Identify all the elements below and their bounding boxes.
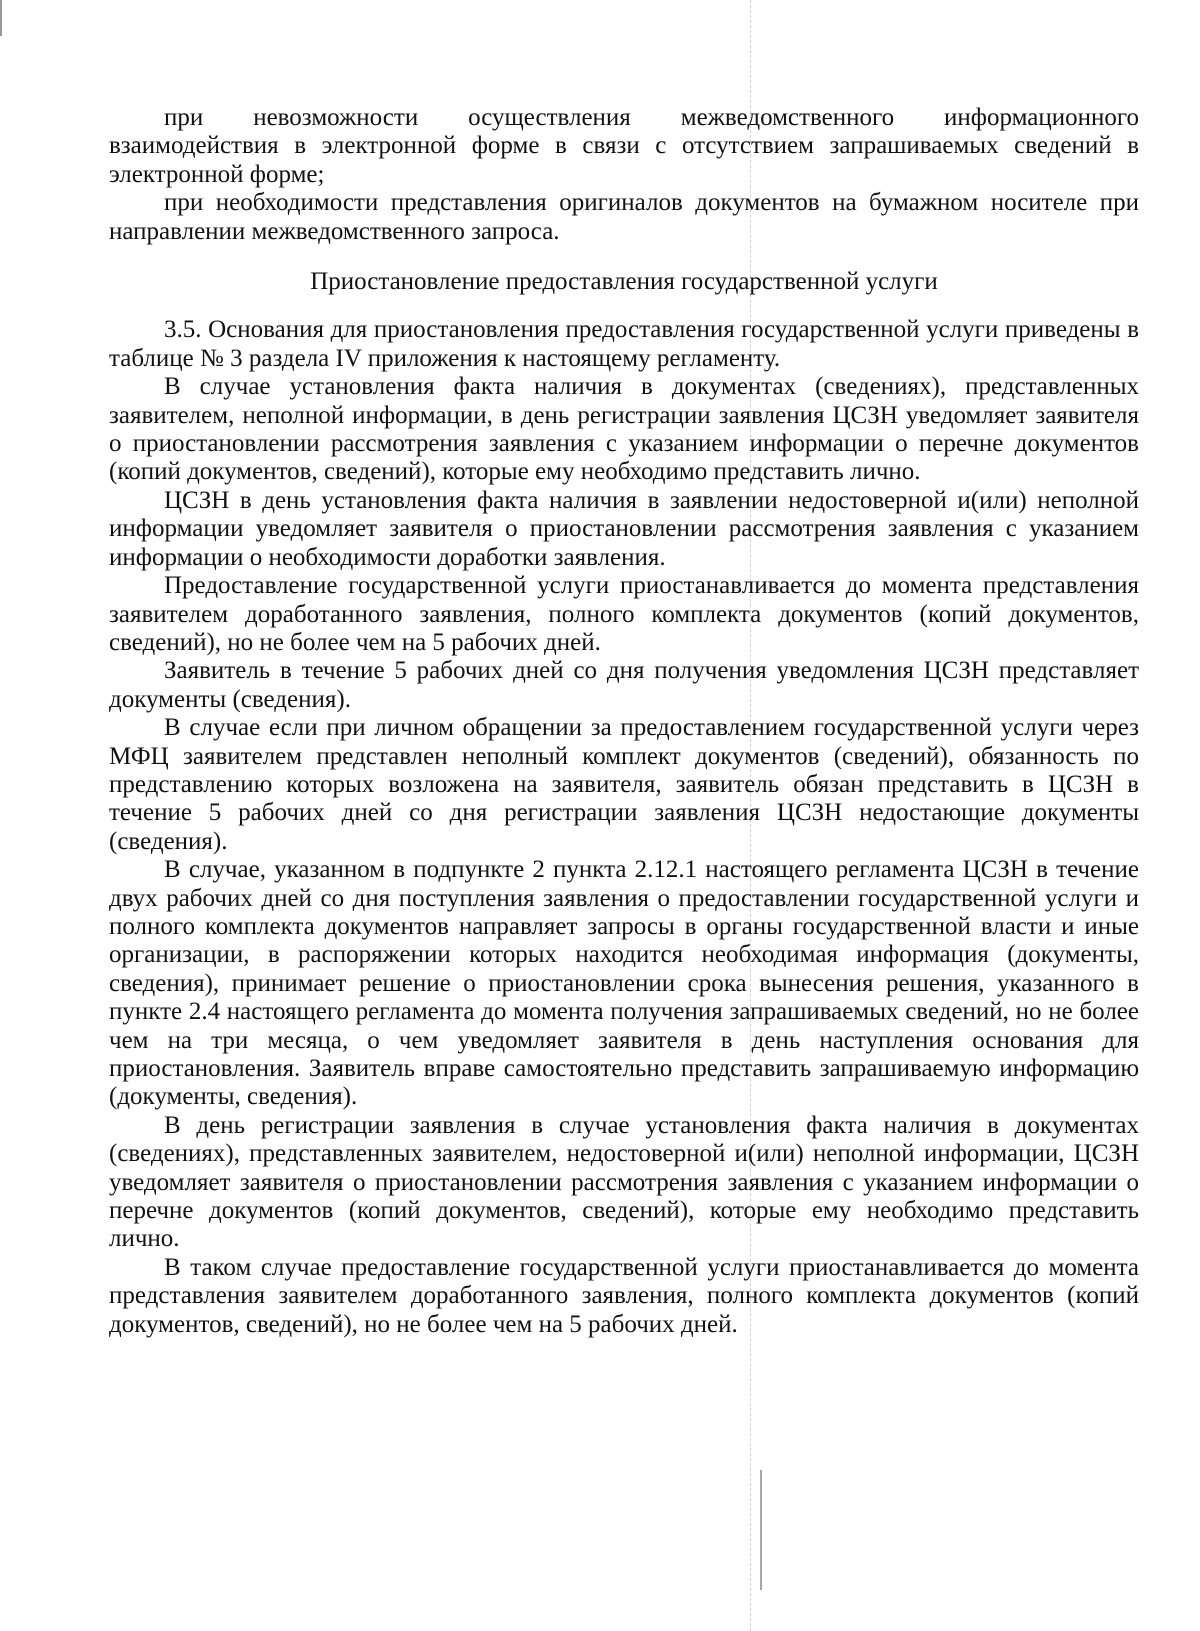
section-title: Приостановление предоставления государственной услуги xyxy=(310,268,938,296)
document-body xyxy=(109,104,1139,1339)
paragraph: 3.5. Основания для приостановления предоставления государственной услуги приведены в таблице № 3 раздела IV приложения к настоящему регламенту. xyxy=(109,316,1139,372)
paragraph: В таком случае предоставление государственной услуги приостанавливается до момента представления заявителем доработанного заявления, полного комплекта документов (копий документов, сведений), но не более чем на 5 рабочих дней. xyxy=(109,1253,1139,1338)
scan-edge-mark xyxy=(0,0,2,36)
scan-fold-line-bottom xyxy=(760,1470,762,1590)
paragraph: В случае установления факта наличия в документах (сведениях), представленных заявителем, неполной информации, в день регистрации заявления ЦСЗН уведомляет заявителя о приостановлении рассмотрения заявления с указанием информации о перечне документов (копий документов, сведений), которые ему необходимо представить лично. xyxy=(109,373,1139,486)
paragraph: В случае, указанном в подпункте 2 пункта 2.12.1 настоящего регламента ЦСЗН в течение двух рабочих дней со дня поступления заявления о предоставлении государственной услуги и полного комплекта документов направляет запросы в органы государственной власти и иные организации, в распоряжении которых находится необходимая информация (документы, сведения), принимает решение о приостановлении срока вынесения решения, указанного в пункте 2.4 настоящего регламента до момента получения запрашиваемых сведений, но не более чем на три месяца, о чем уведомляет заявителя в день наступления основания для приостановления. Заявитель вправе самостоятельно представить запрашиваемую информацию (документы, сведения). xyxy=(109,856,1139,1111)
paragraph: при необходимости представления оригиналов документов на бумажном носителе при направлении межведомственного запроса. xyxy=(109,189,1139,245)
paragraph: Заявитель в течение 5 рабочих дней со дня получения уведомления ЦСЗН представляет документы (сведения). xyxy=(109,657,1139,713)
paragraph: В день регистрации заявления в случае установления факта наличия в документах (сведениях), представленных заявителем, недостоверной и(или) неполной информации, ЦСЗН уведомляет заявителя о приостановлении рассмотрения заявления с указанием информации о перечне документов (копий документов, сведений), которые ему необходимо представить лично. xyxy=(109,1111,1139,1253)
paragraph: ЦСЗН в день установления факта наличия в заявлении недостоверной и(или) неполной информации уведомляет заявителя о приостановлении рассмотрения заявления с указанием информации о необходимости доработки заявления. xyxy=(109,486,1139,571)
paragraph: В случае если при личном обращении за предоставлением государственной услуги через МФЦ заявителем представлен неполный комплект документов (сведений), обязанность по представлению которых возложена на заявителя, заявитель обязан представить в ЦСЗН в течение 5 рабочих дней со дня регистрации заявления ЦСЗН недостающие документы (сведения). xyxy=(109,714,1139,855)
paragraph: Предоставление государственной услуги приостанавливается до момента представления заявителем доработанного заявления, полного комплекта документов (копий документов, сведений), но не более чем на 5 рабочих дней. xyxy=(109,572,1139,656)
paragraph: при невозможности осуществления межведомственного информационного взаимодействия в электронной форме в связи с отсутствием запрашиваемых сведений в электронной форме; xyxy=(109,104,1139,188)
